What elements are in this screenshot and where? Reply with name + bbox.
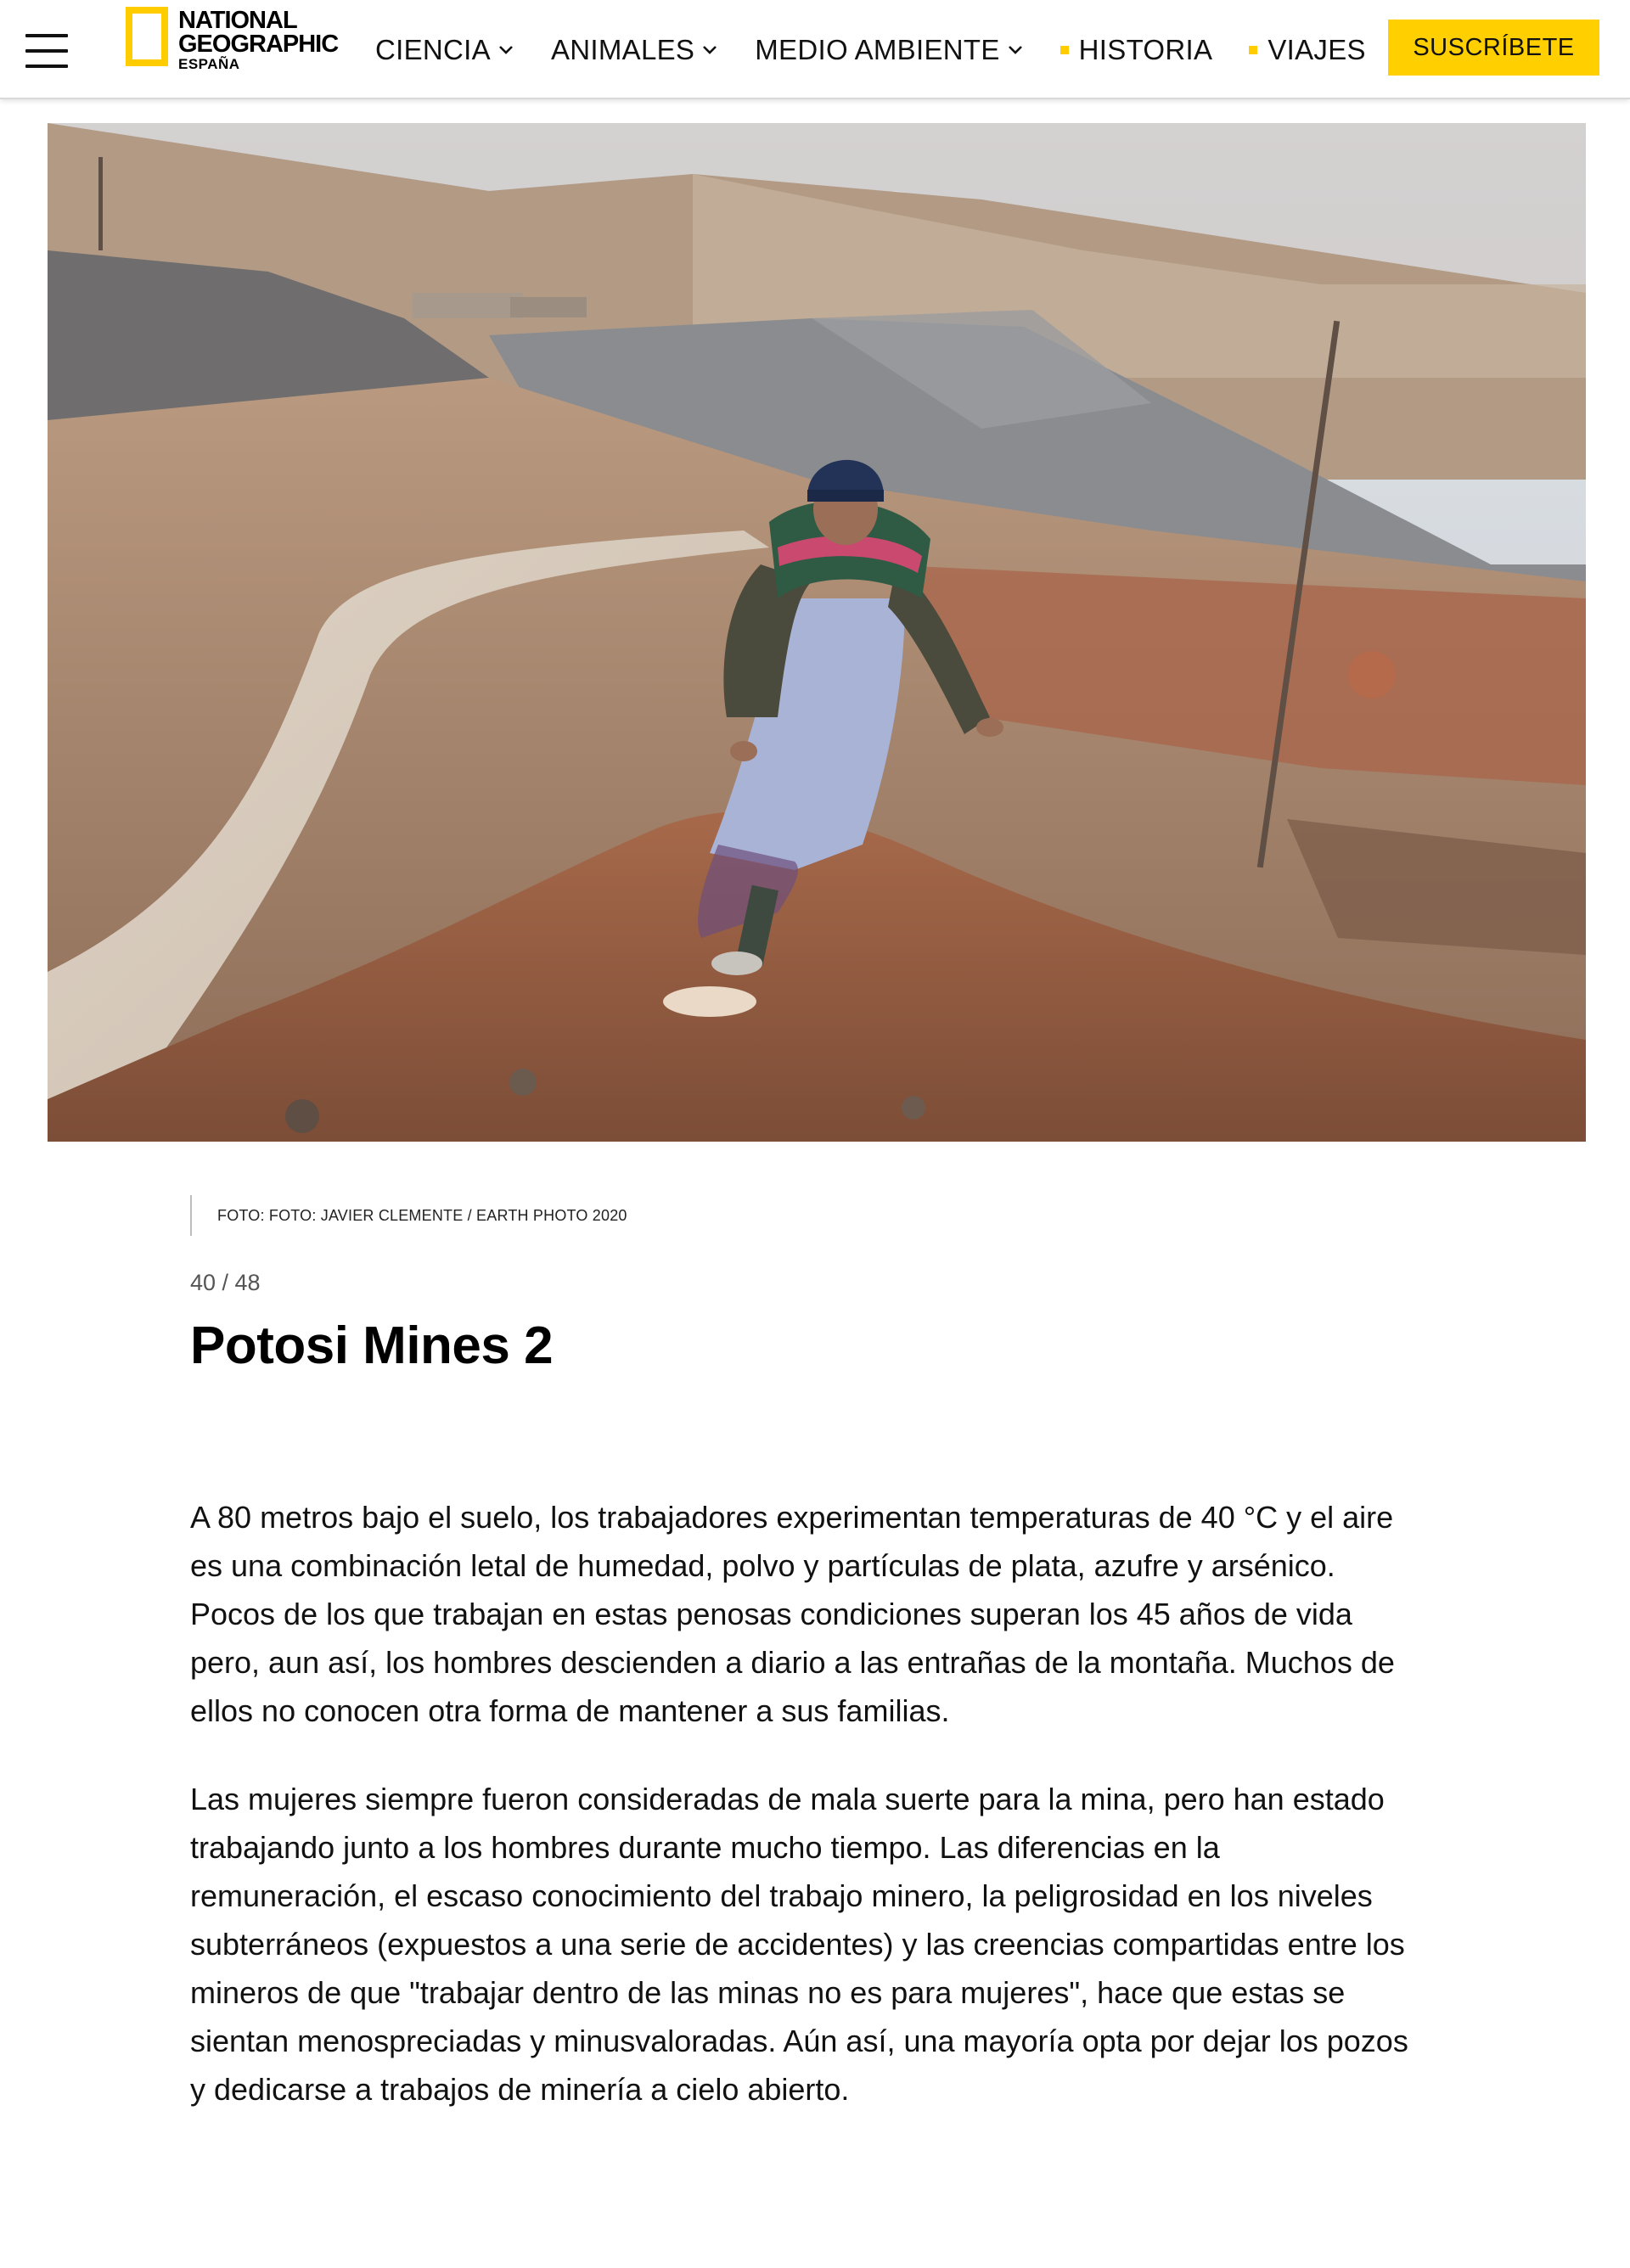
chevron-down-icon: [497, 44, 514, 56]
yellow-square-icon: [1060, 46, 1069, 54]
site-header: [0, 0, 1630, 99]
chevron-down-icon: [701, 44, 718, 56]
nav-item-label: CIENCIA: [375, 34, 491, 65]
article-paragraph: A 80 metros bajo el suelo, los trabajadores experimentan temperaturas de 40 °C y el aire es una combinación letal de humedad, polvo y partículas de plata, azufre y arsénico. Pocos de los que trabajan en estas penosas condiciones superan los 45 años de vida pero, aun así, los hombres descienden a diario a las entrañas de la montaña. Muchos de ellos no conocen otra forma de mantener a sus familias.: [190, 1500, 1395, 1728]
nav-item-viajes[interactable]: [1249, 34, 1366, 66]
logo-line-2: GEOGRAPHIC: [178, 31, 339, 58]
nav-item-label: MEDIO AMBIENTE: [755, 34, 1000, 65]
nav-item-label: HISTORIA: [1078, 34, 1213, 65]
article-paragraph: Las mujeres siempre fueron consideradas de mala suerte para la mina, pero han estado trabajando junto a los hombres durante mucho tiempo. Las diferencias en la remuneración, el escaso conocimiento del trabajo minero, la peligrosidad en los niveles subterráneos (expuestos a una serie de accidentes) y las creencias compartidas entre los mineros de que "trabajar dentro de las minas no es para mujeres", hace que estas se sientan menospreciadas y minusvaloradas. Aún así, una mayoría opta por dejar los pozos y dedicarse a trabajos de minería a cielo abierto.: [190, 1782, 1408, 2107]
site-logo[interactable]: [126, 5, 338, 83]
hamburger-menu-icon[interactable]: [23, 29, 70, 73]
logo-line-3: ESPAÑA: [178, 56, 240, 72]
nav-item-historia[interactable]: [1060, 34, 1213, 66]
page-title: Potosi Mines 2: [190, 1316, 554, 1375]
nav-item-label: ANIMALES: [550, 34, 695, 65]
photo-illustration: [48, 123, 1586, 1142]
plastic-bottle: [663, 986, 756, 1017]
gallery-photo[interactable]: [48, 123, 1586, 1142]
nav-item-animales[interactable]: [551, 34, 718, 66]
nav-item-ciencia[interactable]: [375, 34, 514, 66]
article-body: [190, 1493, 1413, 2153]
main-nav: [375, 31, 1402, 70]
subscribe-button[interactable]: SUSCRÍBETE: [1388, 20, 1599, 76]
yellow-frame-icon: [126, 7, 168, 66]
logo-line-1: NATIONAL: [178, 7, 297, 34]
gallery-counter: 40 / 48: [190, 1270, 261, 1295]
yellow-square-icon: [1249, 46, 1257, 54]
logo-wordmark: [178, 8, 338, 73]
nav-item-label: VIAJES: [1267, 34, 1366, 65]
nav-item-medio-ambiente[interactable]: [755, 34, 1023, 66]
photo-credit: FOTO: FOTO: JAVIER CLEMENTE / EARTH PHOTO 2020: [190, 1195, 627, 1236]
chevron-down-icon: [1007, 44, 1024, 56]
